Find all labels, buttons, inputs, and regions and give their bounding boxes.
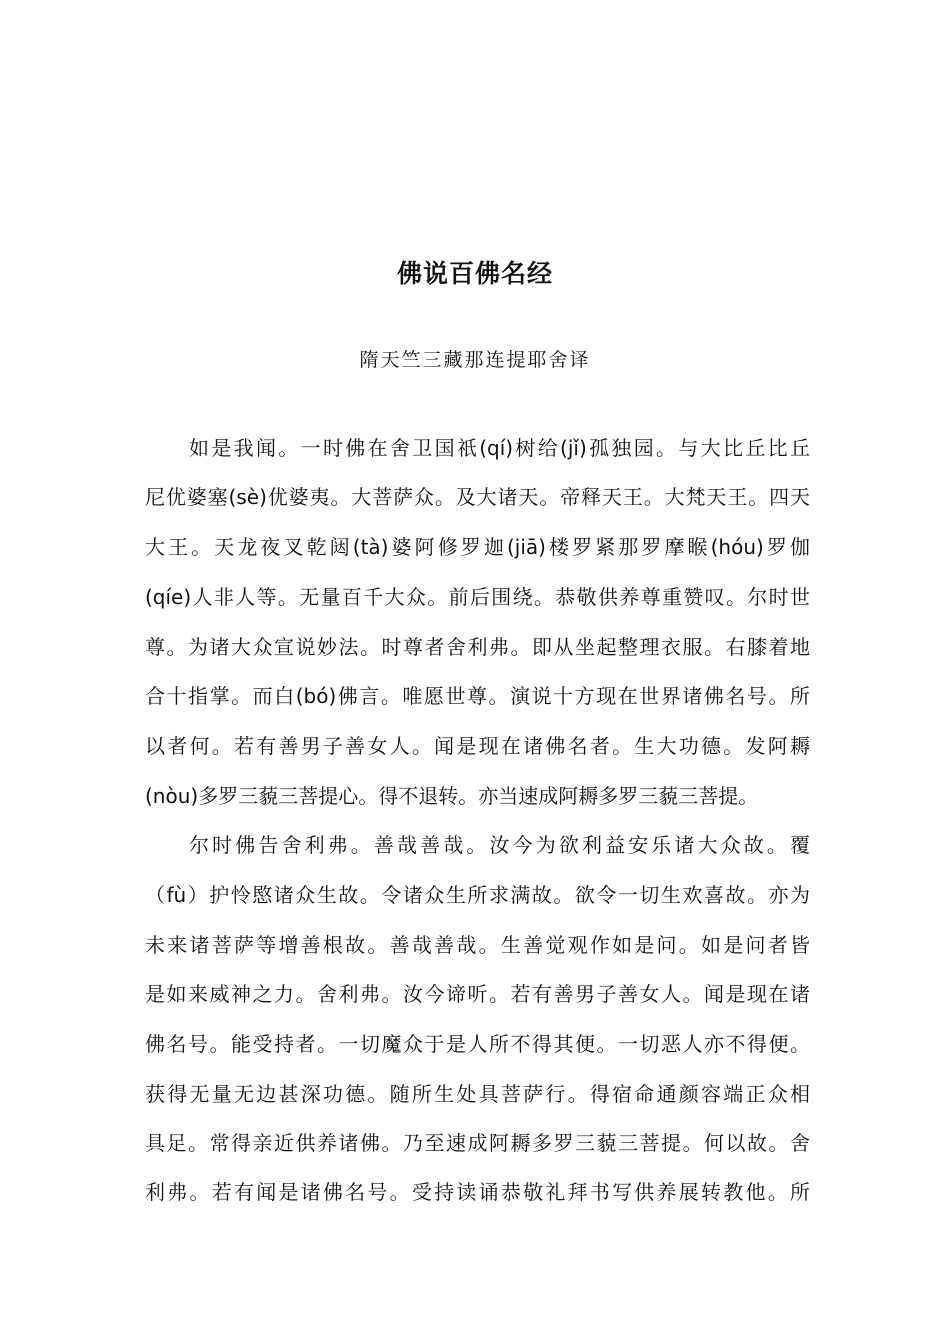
- text-line: 如是我闻。一时佛在舍卫国祇(qí)树给(jǐ)孤独园。与大比丘比丘: [189, 436, 810, 460]
- text-line: 佛名号。能受持者。一切魔众于是人所不得其便。一切恶人亦不得便。: [145, 1032, 810, 1056]
- text-line: 利弗。若有闻是诸佛名号。受持读诵恭敬礼拜书写供养展转教他。所: [145, 1180, 810, 1204]
- document-title: 佛说百佛名经: [396, 259, 553, 288]
- text-line: 获得无量无边甚深功德。随所生处具菩萨行。得宿命通颜容端正众相: [145, 1082, 810, 1106]
- text-line: 大王。天龙夜叉乾闼(tà)婆阿修罗迦(jiā)楼罗紧那罗摩睺(hóu)罗伽: [145, 535, 810, 559]
- text-line: 尼优婆塞(sè)优婆夷。大菩萨众。及大诸天。帝释天王。大梵天王。四天: [145, 485, 810, 509]
- text-line: (qíe)人非人等。无量百千大众。前后围绕。恭敬供养尊重赞叹。尔时世: [145, 585, 810, 609]
- text-line: 未来诸菩萨等增善根故。善哉善哉。生善觉观作如是问。如是问者皆: [145, 933, 810, 957]
- text-line: 具足。常得亲近供养诸佛。乃至速成阿耨多罗三藐三菩提。何以故。舍: [145, 1131, 810, 1155]
- text-line: 尊。为诸大众宣说妙法。时尊者舍利弗。即从坐起整理衣服。右膝着地: [145, 635, 810, 659]
- text-line: （fù）护怜愍诸众生故。令诸众生所求满故。欲令一切生欢喜故。亦为: [145, 883, 810, 907]
- translator-credit: 隋天竺三藏那连提耶舍译: [359, 349, 591, 371]
- text-line: 合十指掌。而白(bó)佛言。唯愿世尊。演说十方现在世界诸佛名号。所: [145, 684, 810, 708]
- text-line: (nòu)多罗三藐三菩提心。得不退转。亦当速成阿耨多罗三藐三菩提。: [145, 784, 759, 808]
- text-line: 尔时佛告舍利弗。善哉善哉。汝今为欲利益安乐诸大众故。覆: [189, 833, 810, 857]
- text-line: 以者何。若有善男子善女人。闻是现在诸佛名者。生大功德。发阿耨: [145, 734, 810, 758]
- text-line: 是如来威神之力。舍利弗。汝今谛听。若有善男子善女人。闻是现在诸: [145, 982, 810, 1006]
